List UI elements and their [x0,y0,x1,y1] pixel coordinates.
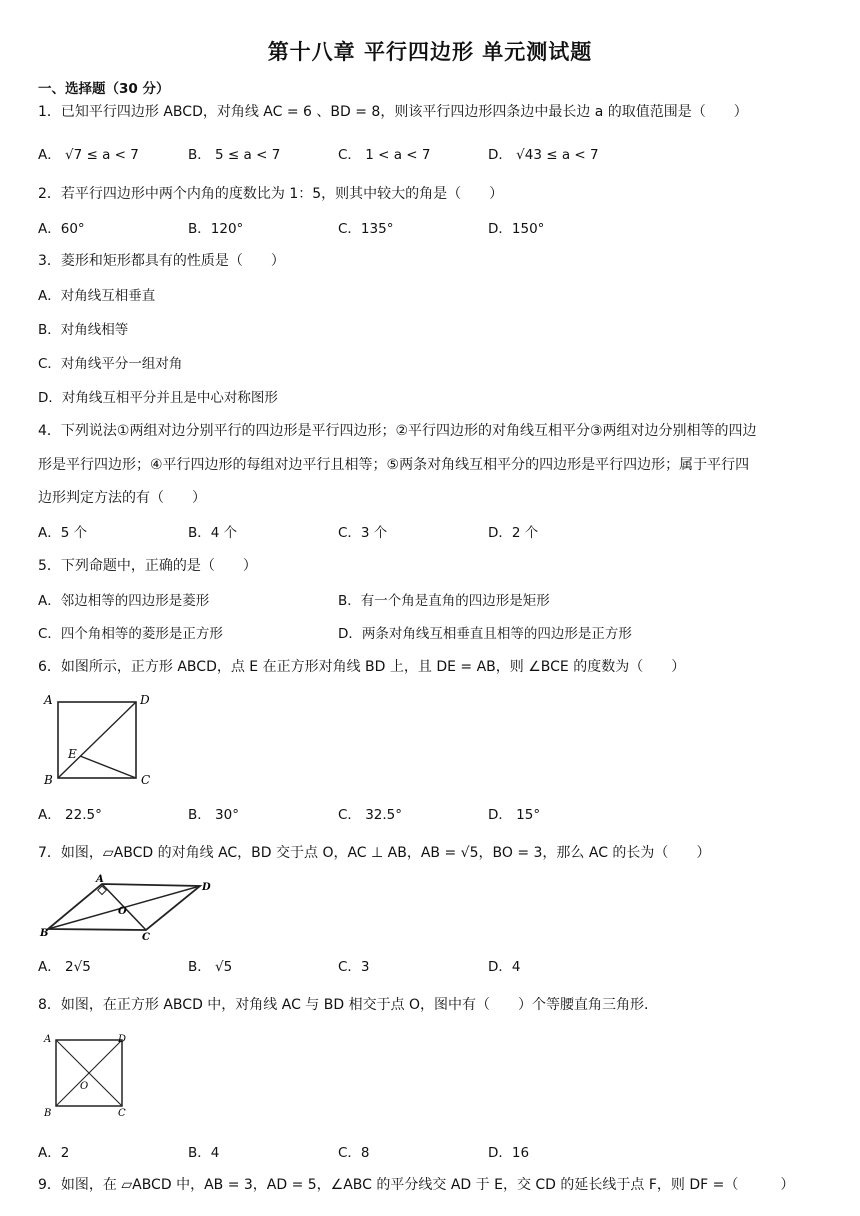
q6-label-c: C [141,773,151,787]
question-5-stem: 5．下列命题中，正确的是（ ） [38,558,257,574]
q7-label-o: O [118,906,127,917]
q1-option-d: D． √43 ≤ a < 7 [488,147,599,163]
q1-option-b: B． 5 ≤ a < 7 [188,147,281,163]
q4-option-c: C．3 个 [338,525,388,541]
q8-label-a: A [44,1034,52,1045]
q6-label-e: E [68,747,77,761]
q7-parallelogram-figure [38,872,218,942]
q3-option-a: A．对角线互相垂直 [38,288,156,304]
q6-label-d: D [140,693,150,707]
question-3-stem: 3．菱形和矩形都具有的性质是（ ） [38,253,285,269]
q2-option-c: C．135° [338,221,394,237]
q5-option-c: C．四个角相等的菱形是正方形 [38,626,223,642]
q7-label-d: D [202,882,211,893]
page-title: 第十八章 平行四边形 单元测试题 [267,40,593,64]
q4-option-b: B．4 个 [188,525,238,541]
q5-option-a: A．邻边相等的四边形是菱形 [38,593,210,609]
q4-option-d: D．2 个 [488,525,539,541]
q7-option-b: B． √5 [188,959,233,975]
q7-label-c: C [142,932,150,942]
q3-option-b: B．对角线相等 [38,322,129,338]
q7-label-b: B [40,928,49,939]
q8-label-o: O [80,1081,89,1092]
q7-option-c: C．3 [338,959,370,975]
q3-option-c: C．对角线平分一组对角 [38,356,183,372]
q2-option-b: B．120° [188,221,244,237]
question-4-line-1: 4．下列说法①两组对边分别平行的四边形是平行四边形；②平行四边形的对角线互相平分③两组对边分别相等的四边 [38,423,757,439]
q6-option-b: B． 30° [188,807,239,823]
question-4-line-2: 形是平行四边形；④平行四边形的每组对边平行且相等；⑤两条对角线互相平分的四边形是平行四边形；属于平行四 [38,457,750,473]
question-6-stem: 6．如图所示，正方形 ABCD，点 E 在正方形对角线 BD 上，且 DE = AB，则 ∠BCE 的度数为（ ） [38,659,686,675]
q7-label-a: A [96,874,104,885]
question-7-stem: 7．如图，▱ABCD 的对角线 AC，BD 交于点 O，AC ⊥ AB，AB = √5，BO = 3，那么 AC 的长为（ ） [38,845,711,861]
q1-option-a: A． √7 ≤ a < 7 [38,147,139,163]
q8-option-a: A．2 [38,1145,70,1161]
q7-option-d: D．4 [488,959,521,975]
q2-option-a: A．60° [38,221,85,237]
q8-label-b: B [44,1108,52,1119]
question-9-stem: 9．如图，在 ▱ABCD 中，AB = 3，AD = 5，∠ABC 的平分线交 AD 于 E，交 CD 的延长线于点 F，则 DF =（ ） [38,1177,795,1193]
q8-square-figure [38,1030,138,1120]
q8-label-c: C [118,1108,126,1119]
q7-option-a: A． 2√5 [38,959,91,975]
q8-option-b: B．4 [188,1145,220,1161]
q6-label-a: A [44,693,53,707]
q3-option-d: D．对角线互相平分并且是中心对称图形 [38,390,278,406]
q6-option-a: A． 22.5° [38,807,102,823]
q8-option-c: C．8 [338,1145,370,1161]
q6-label-b: B [44,773,53,787]
question-1-stem: 1．已知平行四边形 ABCD，对角线 AC = 6 、BD = 8，则该平行四边形四条边中最长边 a 的取值范围是（ ） [38,104,748,120]
q4-option-a: A．5 个 [38,525,88,541]
q8-option-d: D．16 [488,1145,530,1161]
q2-option-d: D．150° [488,221,545,237]
q1-option-c: C． 1 < a < 7 [338,147,431,163]
q6-option-d: D． 15° [488,807,541,823]
section-heading: 一、选择题（30 分） [38,81,170,97]
q5-option-b: B．有一个角是直角的四边形是矩形 [338,593,550,609]
question-2-stem: 2．若平行四边形中两个内角的度数比为 1：5，则其中较大的角是（ ） [38,186,504,202]
q6-option-c: C． 32.5° [338,807,403,823]
question-8-stem: 8．如图，在正方形 ABCD 中，对角线 AC 与 BD 相交于点 O，图中有（ ）个等腰直角三角形. [38,997,649,1013]
q6-square-figure [38,690,158,790]
q5-option-d: D．两条对角线互相垂直且相等的四边形是正方形 [338,626,632,642]
q8-label-d: D [118,1034,127,1045]
question-4-line-3: 边形判定方法的有（ ） [38,490,206,506]
